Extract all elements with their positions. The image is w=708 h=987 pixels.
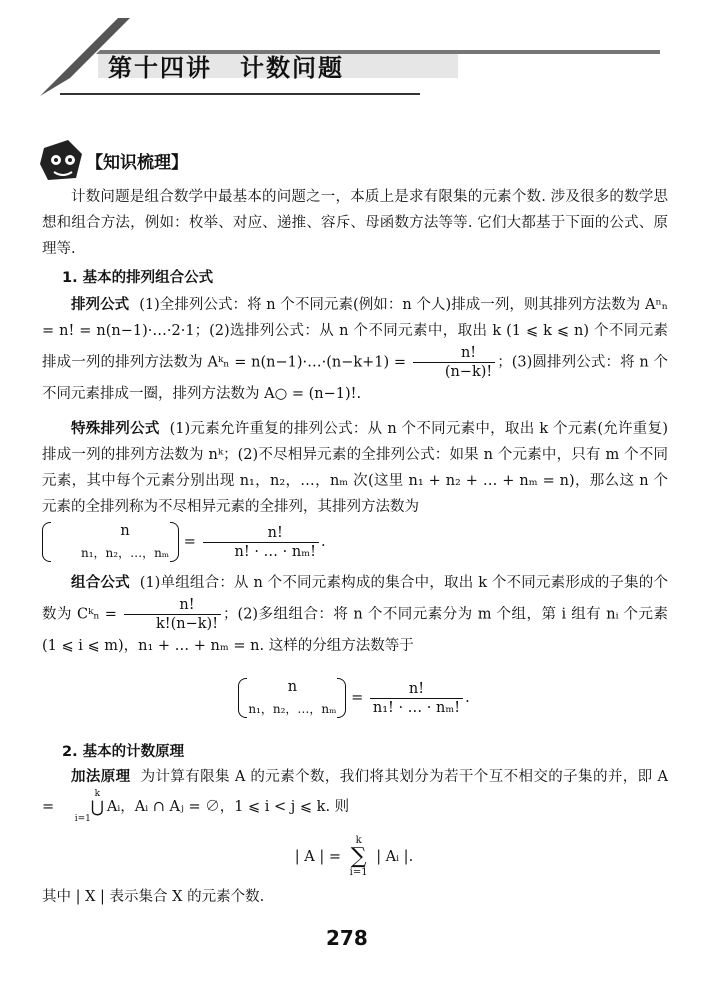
sum-lower-limit: i=1 [349,867,368,878]
sum-upper-limit: k [355,835,362,846]
section-label: 【知识梳理】 [86,153,188,173]
special-text: (1)元素允许重复的排列公式：从 n 个不同元素中，取出 k 个元素(允许重复)排成一列的排列方法数为 nᵏ；(2)不尽相异元素的全排列公式：如果 n 个元素中，只有 m 个不同元素，其中每个元素分别出现 n₁，n₂，…，nₘ 次(这里 n₁ + n₂ + … + nₘ = n)，那么这 n 个元素的全排列称为不尽相异元素的全排列，其排列方法数为 [42,421,668,515]
paragraph-special-permutation: 特殊排列公式 (1)元素允许重复的排列公式：从 n 个不同元素中，取出 k 个元素(允许重复)排成一列的排列方法数为 nᵏ；(2)不尽相异元素的全排列公式：如果 n 个元素中，只有 m 个不同元素，其中每个元素分别出现 n₁，n₂，…，nₘ 次(这里 n₁ + n₂ + … + nₘ = n)，那么这 n 个元素的全排列称为不尽相异元素的全排列，其排列方法数为 n n₁，n₂，…，nₘ = $\frac{n!}{\text{n! · … · nₘ!}}$ . [42,416,668,564]
binom-top: n [287,679,298,695]
term-addition-principle: 加法原理 [71,769,131,785]
frac-numerator: n! [267,524,283,541]
frac-denominator: (n−k)! [413,362,495,381]
chapter-title [108,48,344,83]
heading-counting-principles: 2. 基本的计数原理 [62,744,185,760]
multinomial-symbol [238,676,346,720]
paragraph-permutation [42,292,668,407]
binom-top: n [120,523,130,539]
frac-numerator: n! [408,680,425,697]
frac-numerator: n! [460,345,477,361]
add-text-b: Aᵢ，Aᵢ ∩ Aⱼ = ∅，1 ⩽ i < j ⩽ k. 则 [106,799,350,815]
chapter-name: 计数问题 [240,54,344,82]
formula-lhs: | A | = [294,849,342,865]
frac-numerator: n! [179,597,195,613]
perm-text-a: (1)全排列公式：将 n 个不同元素(例如：n 个人)排成一列，则其排列方法数为 Aⁿₙ = n! = n(n−1)·…·2·1；(2)选排列公式：从 n 个不同元素中，取出 k (1 ⩽ k ⩽ n) 个不同元素排成一列的排列方法数为 Aᵏₙ = n(n−1)·…·(n−k+1) = [42,297,669,371]
paragraph-addition-principle [42,764,668,824]
display-sum-formula [0,836,708,878]
paragraph-combination [42,570,668,659]
binom-bottom: n₁，n₂，…，nₘ [81,546,170,560]
binom-bottom: n₁，n₂，…，nₘ [248,702,337,716]
display-multinomial: n n₁，n₂，…，nₘ = $\frac{n!}{\text{n₁! · … · nₘ!}}$ . [0,676,708,720]
frac-denominator: n₁! · … · nₘ! [370,698,463,717]
chapter-number: 第十四讲 [108,54,212,82]
intro-paragraph: 计数问题是组合数学中最基本的问题之一，本质上是求有限集的元素个数. 涉及很多的数学思想和组合方法，例如：枚举、对应、递推、容斥、母函数方法等等. 它们大都基于下面的公式、原理等. [42,189,668,257]
union-upper-limit: k [94,789,101,799]
term-special-permutation: 特殊排列公式 [71,421,160,437]
cartoon-face-icon [38,138,86,182]
summation-symbol: k ∑ i=1 [349,835,368,878]
formula-rhs: | Aᵢ |. [376,849,414,865]
fraction-combination [124,596,221,633]
frac-denominator: n! · … · nₘ! [203,542,319,561]
heading-permutation-formulas: 1. 基本的排列组合公式 [62,270,214,286]
fraction-permutation [413,344,495,381]
frac-denominator: k!(n−k)! [124,614,221,633]
add-text-a: 为计算有限集 A 的元素个数，我们将其划分为若干个互不相交的子集的并，即 A = [42,769,668,815]
term-combination: 组合公式 [71,575,130,591]
big-union-symbol: k ⋃ i=1 [74,789,104,824]
fraction-multinomial [370,680,463,717]
paragraph-note: 其中 | X | 表示集合 X 的元素个数. [42,889,265,905]
comb-text-a: (1)单组组合：从 n 个不同元素构成的集合中，取出 k 个不同元素形成的子集的个数为 Cᵏₙ = [42,575,668,623]
page-number: 278 [326,926,368,950]
perm-text-b: ；(3)圆排列公式：将 n 个不同元素排成一圈，排列方法数为 A○ = (n−1)!. [42,354,668,402]
union-lower-limit: i=1 [74,814,91,824]
fraction-special [203,524,319,561]
term-permutation: 排列公式 [71,297,130,313]
comb-text-b: ；(2)多组组合：将 n 个不同元素分为 m 个组，第 i 组有 nᵢ 个元素 (1 ⩽ i ⩽ m)，n₁ + … + nₘ = n. 这样的分组方法数等于 [42,606,668,654]
multinomial-symbol [42,520,179,564]
